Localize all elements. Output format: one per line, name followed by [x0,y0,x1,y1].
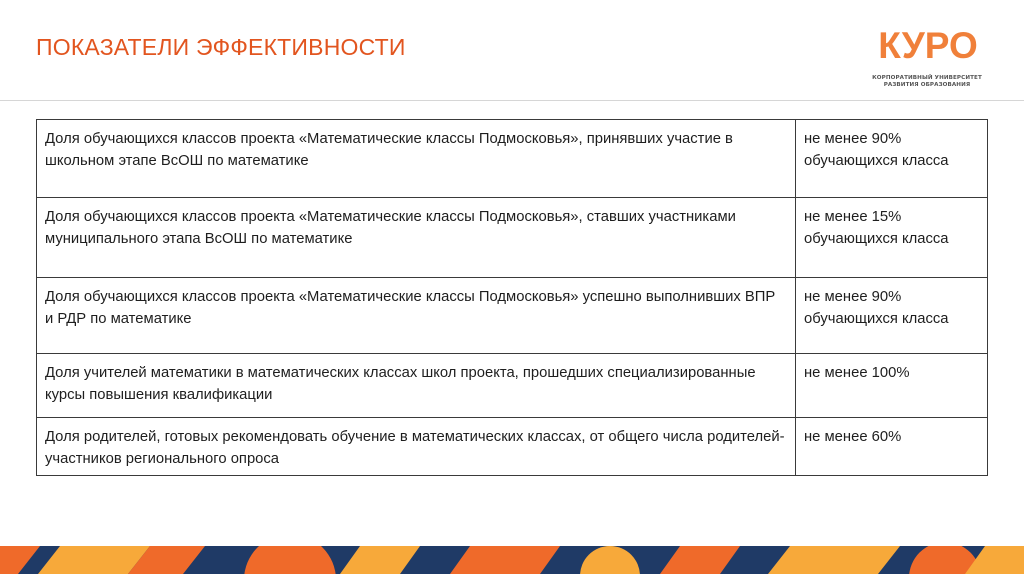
indicator-cell: Доля обучающихся классов проекта «Математические классы Подмосковья» успешно выполнивших ВПР и РДР по математике [37,278,796,354]
logo-subtitle-line2: РАЗВИТИЯ ОБРАЗОВАНИЯ [883,82,971,88]
table-row [37,120,988,198]
indicator-cell: Доля обучающихся классов проекта «Математические классы Подмосковья», ставших участниками муниципального этапа ВсОШ по математике [37,198,796,278]
kuro-logo-mark [872,22,984,66]
logo-subtitle-line1: КОРПОРАТИВНЫЙ УНИВЕРСИТЕТ [872,75,982,81]
target-cell: не менее 90% обучающихся класса [796,120,988,198]
decorative-pattern-graphic [0,546,1024,574]
target-cell: не менее 90% обучающихся класса [796,278,988,354]
indicators-table [36,119,988,476]
target-cell: не менее 60% [796,418,988,476]
table-row [37,418,988,476]
table-row [37,354,988,418]
indicator-cell: Доля учителей математики в математических классах школ проекта, прошедших специализированные курсы повышения квалификации [37,354,796,418]
target-cell: не менее 100% [796,354,988,418]
header-divider [0,100,1024,101]
indicator-cell: Доля обучающихся классов проекта «Математические классы Подмосковья», принявших участие в школьном этапе ВсОШ по математике [37,120,796,198]
table-row [37,198,988,278]
kuro-logo-wordmark: КУРО [878,25,978,66]
table-row [37,278,988,354]
target-cell: не менее 15% обучающихся класса [796,198,988,278]
kuro-logo [862,18,992,90]
page-title: ПОКАЗАТЕЛИ ЭФФЕКТИВНОСТИ [36,34,406,60]
indicator-cell: Доля родителей, готовых рекомендовать обучение в математических классах, от общего числа родителей-участников регионального опроса [37,418,796,476]
decorative-bottom-band [0,546,1024,574]
